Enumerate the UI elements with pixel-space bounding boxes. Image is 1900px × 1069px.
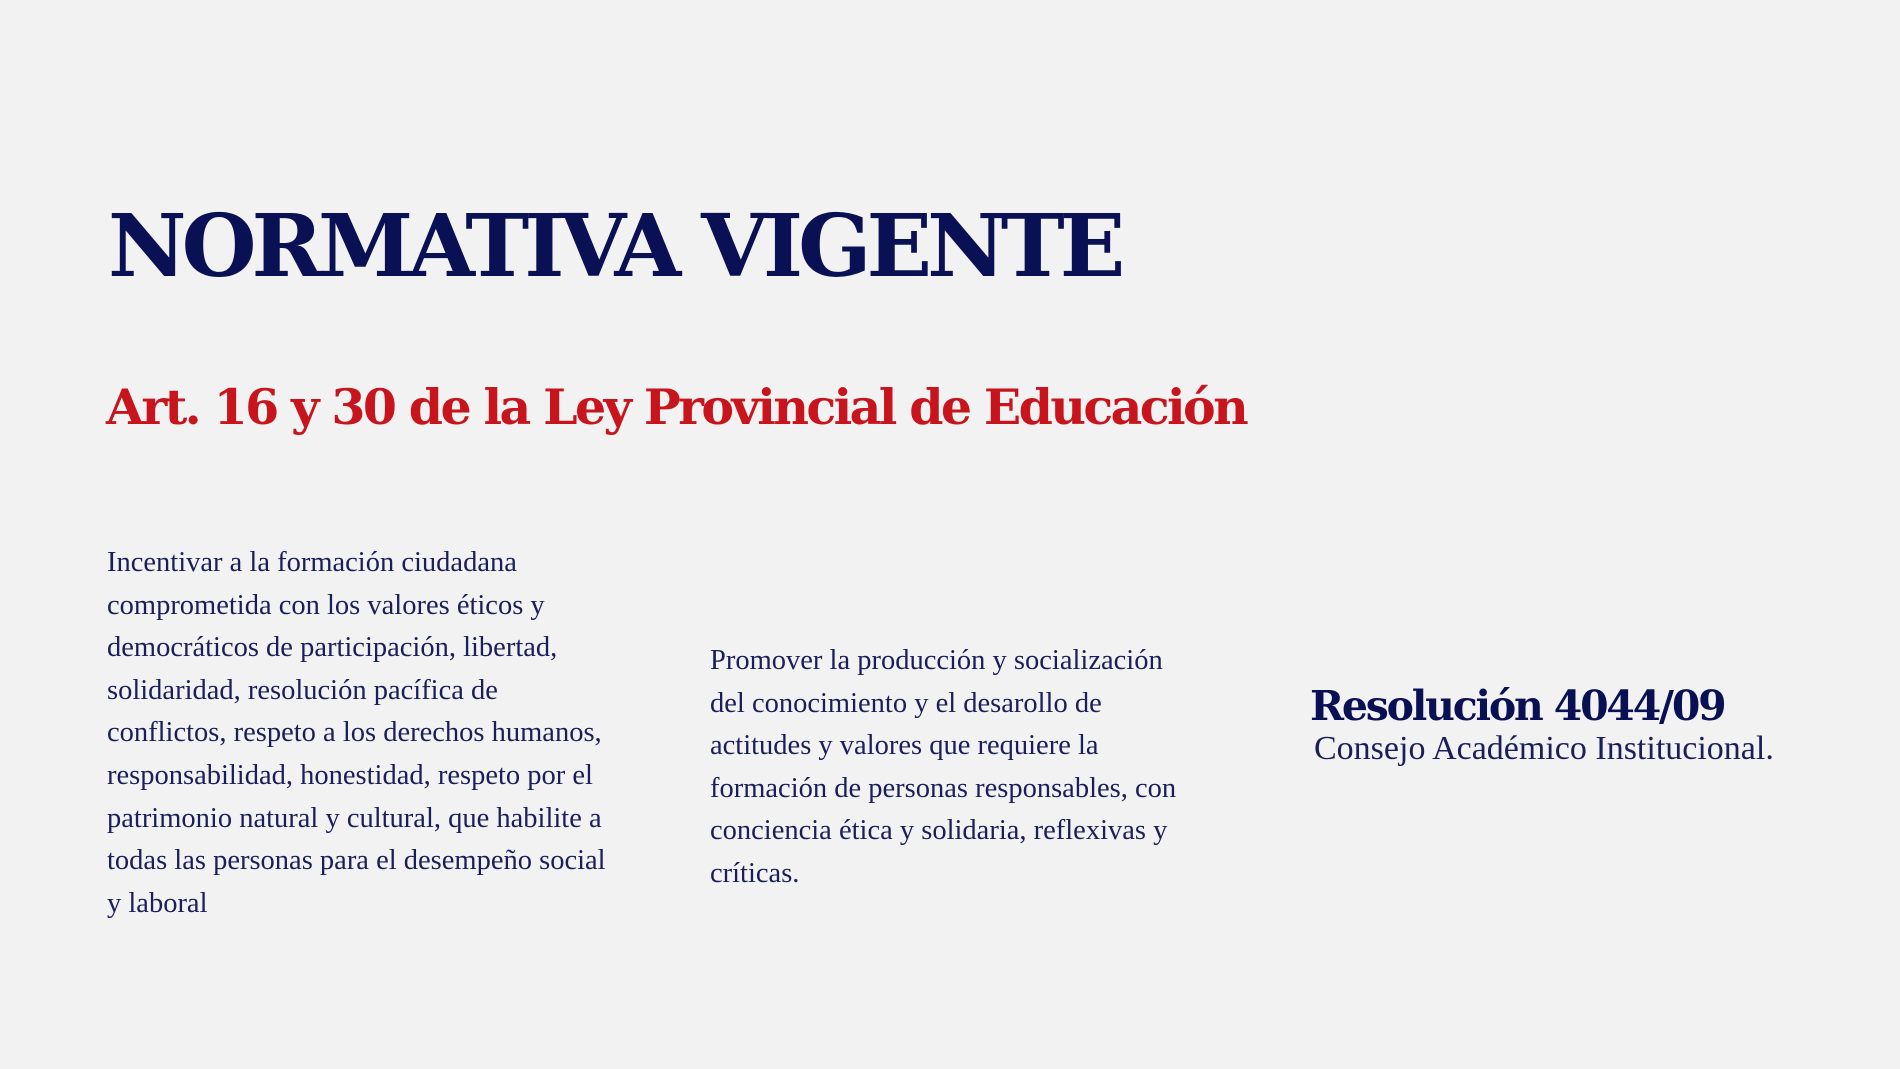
resolution-subtitle: Consejo Académico Institucional.: [1314, 730, 1774, 767]
resolution-block: [1310, 677, 1870, 773]
text-column-2: Promover la producción y socialización del conocimiento y el desarollo de actitudes y valores que requiere la formación de personas responsables, con conciencia ética y solidaria, reflexivas y críticas.: [710, 645, 1177, 889]
slide-subtitle: Art. 16 y 30 de la Ley Provincial de Educación: [106, 378, 1247, 436]
resolution-title: Resolución 4044/09: [1310, 682, 1725, 730]
text-column-1: Incentivar a la formación ciudadana comprometida con los valores éticos y democráticos de participación, libertad, solidaridad, resolución pacífica de conflictos, respeto a los derechos humanos, responsabilidad, honestidad, respeto por el patrimonio natural y cultural, que habilite a todas las personas para el desempeño social y laboral: [107, 547, 606, 919]
slide-title: NORMATIVA VIGENTE: [108, 196, 1121, 297]
